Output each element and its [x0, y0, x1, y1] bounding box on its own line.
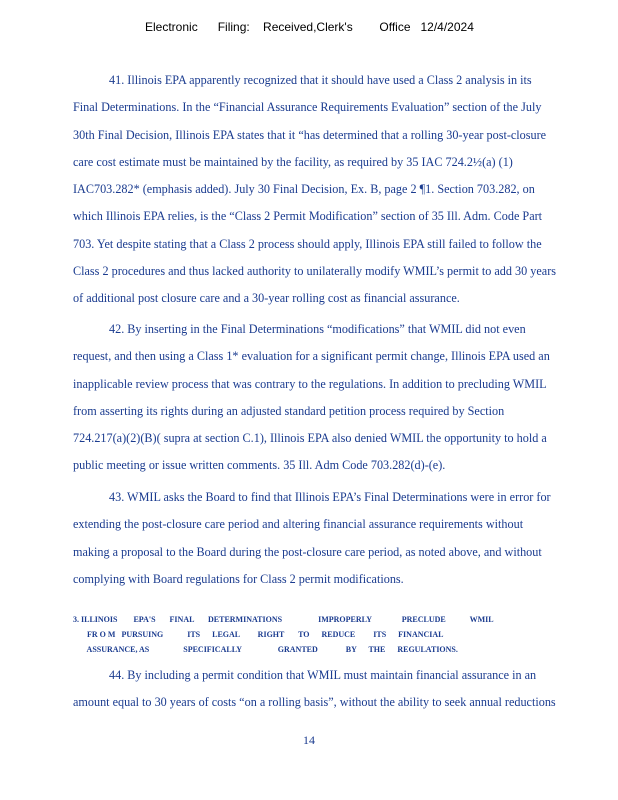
- text-line: making a proposal to the Board during the post-closure care period, as noted above, and without: [73, 544, 542, 559]
- page-number: 14: [303, 733, 315, 747]
- text-line: complying with Board regulations for Class 2 permit modifications.: [73, 571, 404, 586]
- paragraph-41: [73, 67, 613, 313]
- text-line: Class 2 procedures and thus lacked authority to unilaterally modify WMIL’s permit to add 30 years: [73, 264, 556, 279]
- text-line: 41. Illinois EPA apparently recognized that it should have used a Class 2 analysis in its: [109, 73, 532, 87]
- text-line: 42. By inserting in the Final Determinations “modifications” that WMIL did not even: [109, 322, 526, 336]
- heading-line: FR O M PURSUING ITS LEGAL RIGHT TO REDUCE ITS FINANCIAL: [73, 630, 444, 639]
- text-line: 44. By including a permit condition that WMIL must maintain financial assurance in an: [109, 668, 537, 682]
- text-line: which Illinois EPA relies, is the “Class 2 Permit Modification” section of 35 Ill. Adm. Code Part: [73, 209, 543, 224]
- text-line: 43. WMIL asks the Board to find that Illinois EPA’s Final Determinations were in error for: [109, 490, 551, 504]
- heading-line: 3. ILLINOIS EPA'S FINAL DETERMINATIONS IMPROPERLY PRECLUDE WMIL: [73, 615, 494, 624]
- text-line: of additional post closure care and a 30-year rolling cost as financial assurance.: [73, 291, 460, 306]
- text-line: 724.217(a)(2)(B)( supra at section C.1), Illinois EPA also denied WMIL the opportunity to hold a: [73, 431, 547, 446]
- text-line: 703. Yet despite stating that a Class 2 process should apply, Illinois EPA still failed to follow the: [73, 236, 542, 251]
- text-line: request, and then using a Class 1* evaluation for a significant permit change, Illinois EPA used an: [73, 349, 550, 364]
- text-line: public meeting or issue written comments. 35 Ill. Adm Code 703.282(d)-(e).: [73, 458, 446, 473]
- paragraph-42: [73, 316, 613, 480]
- text-line: Final Determinations. In the “Financial Assurance Requirements Evaluation” section of the July: [73, 100, 542, 115]
- text-line: from asserting its rights during an adjusted standard petition process required by Section: [73, 403, 505, 418]
- text-line: care cost estimate must be maintained by the facility, as required by 35 IAC 724.2½(a) (1): [73, 154, 513, 169]
- text-line: amount equal to 30 years of costs “on a rolling basis”, without the ability to seek annual reductions: [73, 695, 556, 710]
- text-line: inapplicable review process that was contrary to the regulations. In addition to precluding WMIL: [73, 376, 547, 391]
- text-line: 30th Final Decision, Illinois EPA states that it “has determined that a rolling 30-year post-closure: [73, 127, 547, 142]
- paragraph-43: [73, 484, 613, 593]
- text-line: IAC703.282* (emphasis added). July 30 Final Decision, Ex. B, page 2 ¶1. Section 703.282, on: [73, 182, 535, 197]
- electronic-filing-header: Electronic Filing: Received,Clerk's Office 12/4/2024: [145, 20, 474, 34]
- text-line: extending the post-closure care period and altering financial assurance requirements without: [73, 517, 524, 532]
- paragraph-44: [73, 662, 613, 717]
- section-heading: [73, 612, 613, 657]
- heading-line: ASSURANCE, AS SPECIFICALLY GRANTED BY THE REGULATIONS.: [73, 645, 458, 654]
